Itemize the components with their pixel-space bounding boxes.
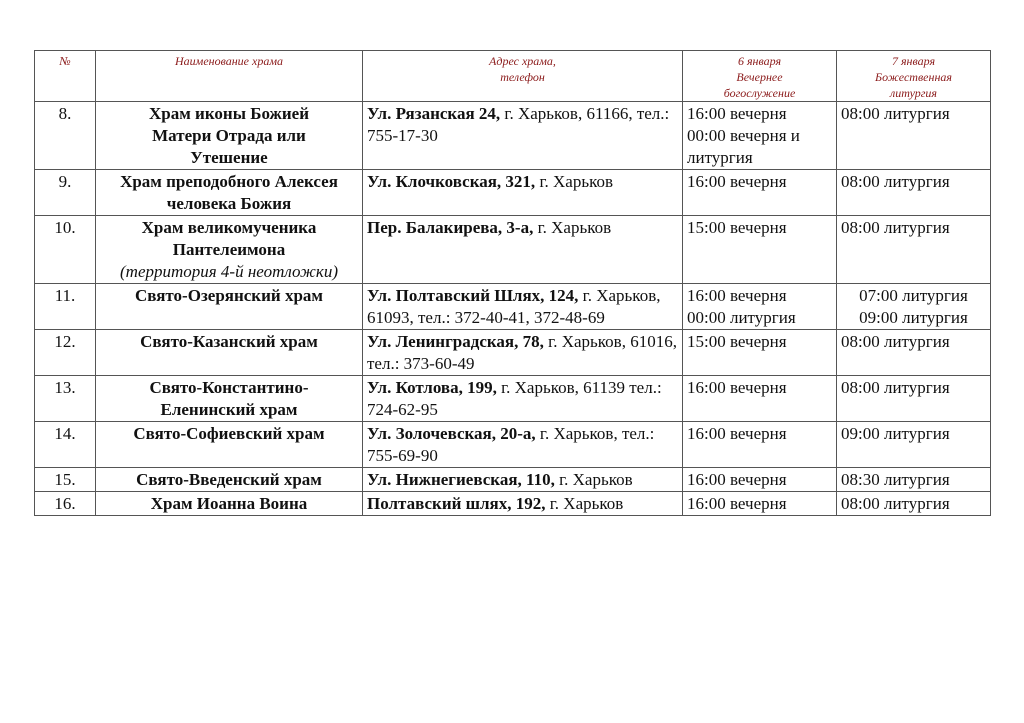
church-name [96,492,363,516]
header-jan7-line: Божественная [875,70,952,84]
row-number: 12. [35,330,96,376]
jan7-service-line: 08:30 литургия [841,470,950,489]
church-name-line: Храм преподобного Алексея [120,172,338,191]
address-street: Ул. Золочевская, 20-а, [367,424,536,443]
church-address [363,330,683,376]
church-address [363,492,683,516]
jan6-service-line: 16:00 вечерня [687,424,787,443]
church-address [363,376,683,422]
table-row [35,330,991,376]
jan6-service-line: 15:00 вечерня [687,218,787,237]
jan6-service [683,284,837,330]
jan6-service-line: 16:00 вечерня [687,494,787,513]
jan7-service [837,216,991,284]
church-name-line: Храм Иоанна Воина [150,494,308,513]
church-address [363,216,683,284]
church-name-note: (территория 4-й неотложки) [120,262,338,281]
table-row [35,492,991,516]
church-name-line: Храм великомученика [141,218,317,237]
jan6-service-line: 00:00 вечерня и [687,126,800,145]
jan7-service-line: 08:00 литургия [841,172,950,191]
header-jan7-line: литургия [889,86,938,100]
address-city-phone: г. Харьков [533,218,612,237]
church-name-line: Еленинский храм [160,400,298,419]
address-city-phone: г. Харьков, тел.: 755-69-90 [367,424,655,465]
jan6-service-line: литургия [687,148,753,167]
header-jan7-line: 7 января [891,54,936,68]
table-body [35,102,991,516]
header-church-name: Наименование храма [96,51,363,102]
jan7-service-line: 07:00 литургия [859,286,968,305]
row-number: 14. [35,422,96,468]
jan6-service [683,422,837,468]
jan7-service [837,376,991,422]
table-row [35,102,991,170]
address-street: Пер. Балакирева, 3-а, [367,218,534,237]
church-name [96,376,363,422]
address-city-phone: г. Харьков, 61016, тел.: 373-60-49 [367,332,677,373]
church-name-line: Свято-Софиевский храм [133,424,325,443]
address-street: Ул. Рязанская 24, [367,104,501,123]
row-number: 10. [35,216,96,284]
services-schedule-table [34,50,991,516]
jan6-service [683,216,837,284]
address-city-phone: г. Харьков [554,470,633,489]
jan7-service [837,330,991,376]
jan7-service [837,284,991,330]
jan7-service-line: 09:00 литургия [841,424,950,443]
church-name-line: Утешение [190,148,268,167]
jan6-service-line: 15:00 вечерня [687,332,787,351]
jan7-service-line: 08:00 литургия [841,332,950,351]
jan6-service [683,376,837,422]
address-city-phone: г. Харьков [535,172,613,191]
header-jan6-line: Вечернее [736,70,783,84]
table-header-row [35,51,991,102]
jan7-service-line: 08:00 литургия [841,378,950,397]
header-jan6 [683,51,837,102]
jan6-service [683,468,837,492]
header-address-line: Адрес храма, [489,54,556,68]
church-name [96,216,363,284]
church-name-line: Храм иконы Божией [148,104,310,123]
church-name [96,468,363,492]
table-row [35,170,991,216]
church-address [363,170,683,216]
jan6-service-line: 16:00 вечерня [687,470,787,489]
row-number: 13. [35,376,96,422]
header-address [363,51,683,102]
address-street: Ул. Котлова, 199, [367,378,497,397]
church-name [96,170,363,216]
address-city-phone: г. Харьков, 61166, тел.: 755-17-30 [367,104,670,145]
table-row [35,422,991,468]
jan6-service [683,492,837,516]
church-name-line: Свято-Озерянский храм [135,286,323,305]
jan6-service [683,170,837,216]
table-row [35,216,991,284]
jan6-service [683,330,837,376]
church-name [96,330,363,376]
header-number: № [35,51,96,102]
address-street: Ул. Ленинградская, 78, [367,332,544,351]
church-address [363,284,683,330]
church-name [96,284,363,330]
jan7-service [837,492,991,516]
jan6-service-line: 00:00 литургия [687,308,796,327]
jan7-service [837,170,991,216]
church-name-line: Свято-Константино- [149,378,309,397]
row-number: 16. [35,492,96,516]
church-name-line: Пантелеимона [172,240,286,259]
jan7-service-line: 08:00 литургия [841,218,950,237]
jan7-service-line: 08:00 литургия [841,104,950,123]
row-number: 15. [35,468,96,492]
address-street: Полтавский шлях, 192, [367,494,546,513]
church-name-line: человека Божия [166,194,292,213]
table-row [35,468,991,492]
jan7-service [837,422,991,468]
church-address [363,468,683,492]
address-street: Ул. Клочковская, 321, [367,172,536,191]
church-address [363,102,683,170]
jan6-service-line: 16:00 вечерня [687,286,787,305]
church-name-line: Свято-Введенский храм [136,470,322,489]
jan6-service-line: 16:00 вечерня [687,378,787,397]
address-city-phone: г. Харьков, 61139 тел.: 724-62-95 [367,378,662,419]
header-jan6-line: 6 января [737,54,782,68]
address-city-phone: г. Харьков, 61093, тел.: 372-40-41, 372-48-69 [367,286,661,327]
jan6-service [683,102,837,170]
jan7-service-line: 09:00 литургия [859,308,968,327]
header-address-line: телефон [500,70,545,84]
table-row [35,284,991,330]
row-number: 11. [35,284,96,330]
church-name [96,422,363,468]
address-city-phone: г. Харьков [545,494,624,513]
address-street: Ул. Нижнегиевская, 110, [367,470,555,489]
row-number: 8. [35,102,96,170]
header-jan6-line: богослужение [723,86,796,100]
jan6-service-line: 16:00 вечерня [687,172,787,191]
row-number: 9. [35,170,96,216]
table-row [35,376,991,422]
church-address [363,422,683,468]
jan7-service [837,102,991,170]
church-name-line: Свято-Казанский храм [140,332,318,351]
jan7-service [837,468,991,492]
address-street: Ул. Полтавский Шлях, 124, [367,286,579,305]
jan6-service-line: 16:00 вечерня [687,104,787,123]
church-name-line: Матери Отрада или [152,126,306,145]
church-name [96,102,363,170]
header-jan7 [837,51,991,102]
jan7-service-line: 08:00 литургия [841,494,950,513]
